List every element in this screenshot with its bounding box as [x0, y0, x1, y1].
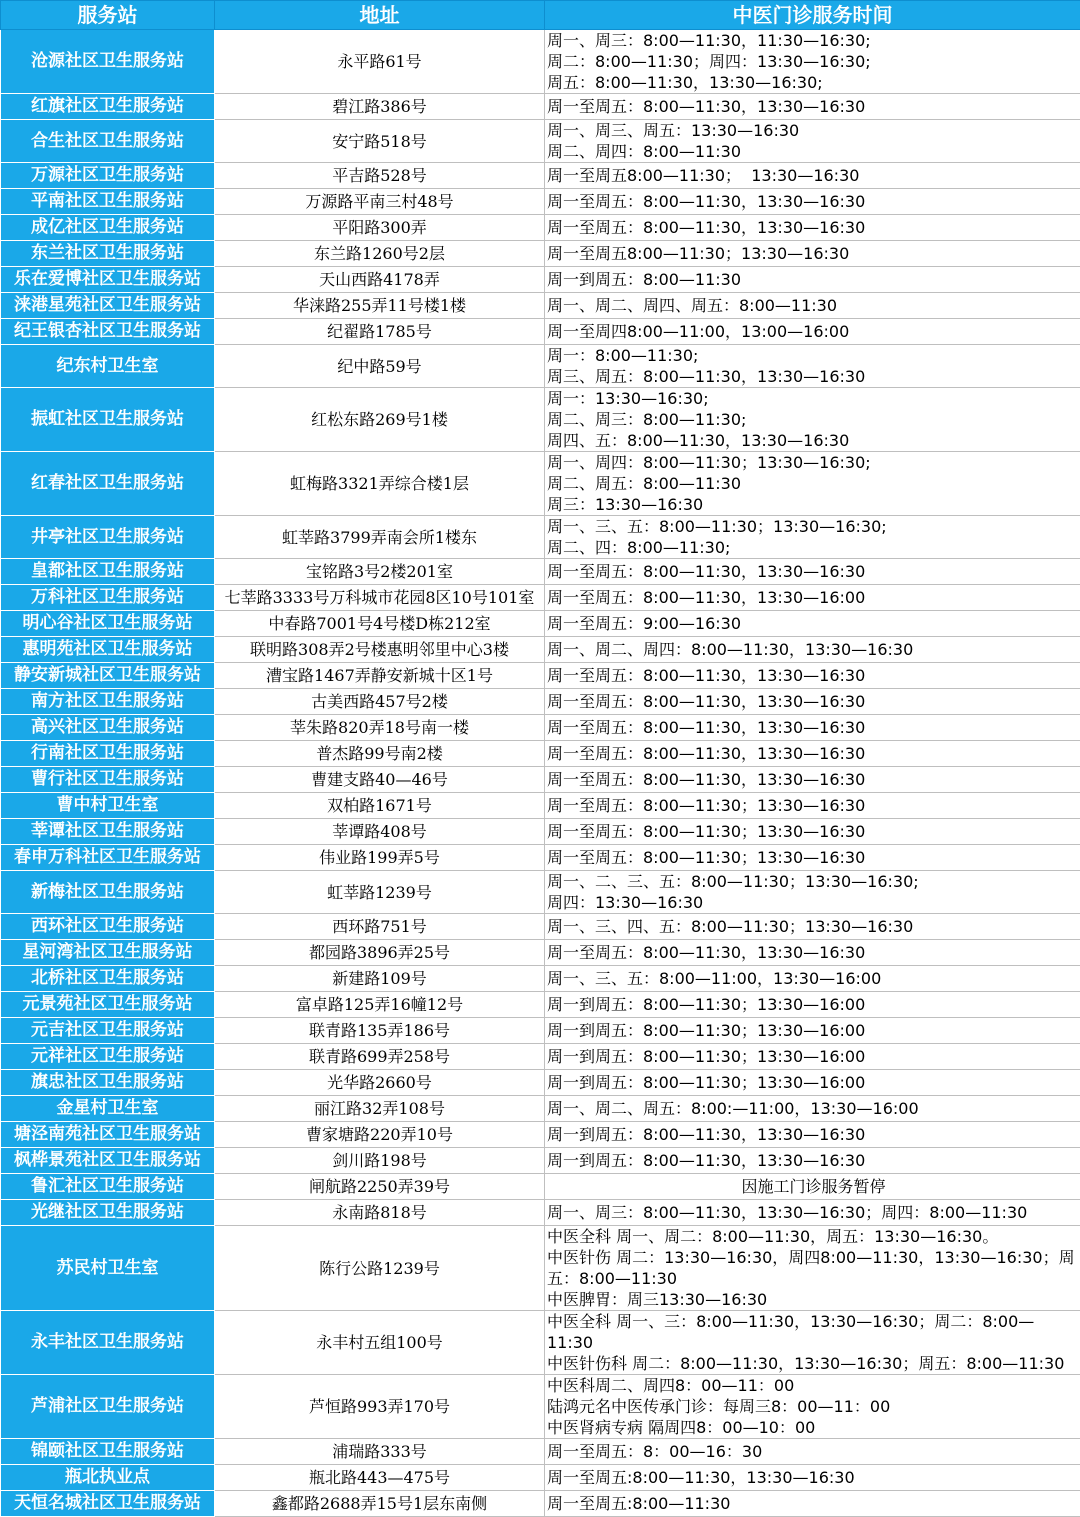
- service-hours-line: 周一至周五8:00—11:30； 13:30—16:30: [547, 165, 1080, 186]
- service-hours: [545, 819, 1080, 845]
- service-hours-line: 周一、周二、周四：8:00—11:30，13:30—16:30: [547, 639, 1080, 660]
- service-hours: [545, 388, 1080, 452]
- station-address: 虹莘路1239号: [215, 871, 545, 914]
- service-hours-line: 周一到周五：8:00—11:30: [547, 269, 1080, 290]
- station-address: 瓶北路443—475号: [215, 1465, 545, 1491]
- table-row: [1, 793, 1080, 819]
- table-row: [1, 319, 1080, 345]
- station-address: 平阳路300弄: [215, 215, 545, 241]
- table-row: [1, 1174, 1080, 1200]
- service-hours: [545, 319, 1080, 345]
- service-hours-line: 周一至周五：8:00—11:30；13:30—16:30: [547, 795, 1080, 816]
- service-hours-line: 周一至周五：8:00—11:30，13:30—16:00: [547, 587, 1080, 608]
- station-address: 安宁路518号: [215, 120, 545, 163]
- service-hours: [545, 30, 1080, 94]
- station-name: 合生社区卫生服务站: [1, 120, 215, 163]
- service-hours: [545, 611, 1080, 637]
- station-name: 惠明苑社区卫生服务站: [1, 637, 215, 663]
- station-name: 平南社区卫生服务站: [1, 189, 215, 215]
- service-hours: [545, 845, 1080, 871]
- table-row: [1, 966, 1080, 992]
- service-hours-line: 周二、周五：8:00—11:30: [547, 473, 1080, 494]
- table-row: [1, 992, 1080, 1018]
- service-hours-line: 周一至周五：8:00—11:30；13:30—16:30: [547, 821, 1080, 842]
- station-name: 明心谷社区卫生服务站: [1, 611, 215, 637]
- station-address: 纪翟路1785号: [215, 319, 545, 345]
- station-name: 红春社区卫生服务站: [1, 452, 215, 516]
- station-address: 富卓路125弄16幢12号: [215, 992, 545, 1018]
- service-hours: [545, 241, 1080, 267]
- table-row: [1, 1439, 1080, 1465]
- station-name: 曹行社区卫生服务站: [1, 767, 215, 793]
- header-station: 服务站: [1, 1, 215, 30]
- service-hours-line: 周一到周五：8:00—11:30；13:30—16:00: [547, 1020, 1080, 1041]
- table-row: [1, 1044, 1080, 1070]
- station-name: 光继社区卫生服务站: [1, 1200, 215, 1226]
- station-address: 永南路818号: [215, 1200, 545, 1226]
- service-hours-line: 周一至周四8:00—11:00，13:00—16:00: [547, 321, 1080, 342]
- table-row: [1, 388, 1080, 452]
- service-hours-line: 周一至周五：8:00—11:30，13:30—16:30: [547, 191, 1080, 212]
- table-row: [1, 1311, 1080, 1375]
- service-hours: [545, 293, 1080, 319]
- service-hours-line: 周一、三、五：8:00—11:30；13:30—16:30;: [547, 516, 1080, 537]
- table-row: [1, 819, 1080, 845]
- station-address: 中春路7001号4号楼D栋212室: [215, 611, 545, 637]
- station-address: 万源路平南三村48号: [215, 189, 545, 215]
- service-hours-line: 周一：13:30—16:30;: [547, 388, 1080, 409]
- service-hours-line: 周三：13:30—16:30: [547, 494, 1080, 515]
- service-hours: [545, 637, 1080, 663]
- service-hours: [545, 215, 1080, 241]
- station-address: 宝铭路3号2楼201室: [215, 559, 545, 585]
- station-name: 南方社区卫生服务站: [1, 689, 215, 715]
- station-address: 漕宝路1467弄静安新城十区1号: [215, 663, 545, 689]
- service-hours: [545, 1122, 1080, 1148]
- station-name: 沧源社区卫生服务站: [1, 30, 215, 94]
- service-hours-line: 周二、周四：8:00—11:30: [547, 141, 1080, 162]
- station-address: 剑川路198号: [215, 1148, 545, 1174]
- table-row: [1, 940, 1080, 966]
- station-name: 万源社区卫生服务站: [1, 163, 215, 189]
- station-address: 永丰村五组100号: [215, 1311, 545, 1375]
- station-address: 联青路699弄258号: [215, 1044, 545, 1070]
- service-hours: [545, 452, 1080, 516]
- station-address: 虹莘路3799弄南会所1楼东: [215, 516, 545, 559]
- service-hours-line: 周一、周三：8:00—11:30，11:30—16:30;: [547, 30, 1080, 51]
- table-row: [1, 163, 1080, 189]
- table-row: [1, 1375, 1080, 1439]
- station-name: 涞港星苑社区卫生服务站: [1, 293, 215, 319]
- station-name: 锦颐社区卫生服务站: [1, 1439, 215, 1465]
- service-hours-line: 中医肾病专病 隔周四8：00—10：00: [547, 1417, 1080, 1438]
- station-name: 瓶北执业点: [1, 1465, 215, 1491]
- service-hours-line: 中医针伤科 周二：8:00—11:30，13:30—16:30；周五：8:00—11:30: [547, 1353, 1080, 1374]
- station-address: 虹梅路3321弄综合楼1层: [215, 452, 545, 516]
- table-row: [1, 715, 1080, 741]
- service-hours: [545, 345, 1080, 388]
- service-hours-line: 周一、三、五：8:00—11:00，13:30—16:00: [547, 968, 1080, 989]
- service-hours: [545, 992, 1080, 1018]
- table-row: [1, 767, 1080, 793]
- service-hours-line: 周一、周四：8:00—11:30；13:30—16:30;: [547, 452, 1080, 473]
- station-address: 浦瑞路333号: [215, 1439, 545, 1465]
- service-hours: [545, 966, 1080, 992]
- service-hours-line: 周二：8:00—11:30；周四：13:30—16:30;: [547, 51, 1080, 72]
- station-address: 丽江路32弄108号: [215, 1096, 545, 1122]
- service-hours-line: 中医全科 周一、三：8:00—11:30，13:30—16:30；周二：8:00—11:30: [547, 1311, 1080, 1353]
- service-hours: [545, 1311, 1080, 1375]
- station-name: 东兰社区卫生服务站: [1, 241, 215, 267]
- station-address: 曹家塘路220弄10号: [215, 1122, 545, 1148]
- table-row: [1, 914, 1080, 940]
- service-hours: [545, 715, 1080, 741]
- station-address: 双柏路1671号: [215, 793, 545, 819]
- service-hours-line: 周一至周五：8:00—11:30，13:30—16:30: [547, 561, 1080, 582]
- station-address: 曹建支路40—46号: [215, 767, 545, 793]
- service-hours-line: 周一至周五：9:00—16:30: [547, 613, 1080, 634]
- service-hours-line: 周一至周五：8:00—11:30，13:30—16:30: [547, 96, 1080, 117]
- service-hours-line: 陆鸿元名中医传承门诊：每周三8：00—11：00: [547, 1396, 1080, 1417]
- service-hours: [545, 1148, 1080, 1174]
- station-address: 东兰路1260号2层: [215, 241, 545, 267]
- service-hours: [545, 1018, 1080, 1044]
- station-address: 闸航路2250弄39号: [215, 1174, 545, 1200]
- service-hours-line: 周一、二、三、五：8:00—11:30；13:30—16:30;: [547, 871, 1080, 892]
- service-hours-line: 中医脾胃：周三13:30—16:30: [547, 1289, 1080, 1310]
- service-hours-line: 周一至周五：8:00—11:30，13:30—16:30: [547, 769, 1080, 790]
- station-name: 曹中村卫生室: [1, 793, 215, 819]
- service-hours-line: 周五：8:00—11:30，13:30—16:30;: [547, 72, 1080, 93]
- station-name: 万科社区卫生服务站: [1, 585, 215, 611]
- service-hours-line: 因施工门诊服务暂停: [547, 1176, 1080, 1197]
- station-name: 纪王银杏社区卫生服务站: [1, 319, 215, 345]
- service-hours: [545, 940, 1080, 966]
- station-address: 七莘路3333号万科城市花园8区10号101室: [215, 585, 545, 611]
- service-hours-line: 周一到周五：8:00—11:30；13:30—16:00: [547, 1072, 1080, 1093]
- table-row: [1, 1148, 1080, 1174]
- table-row: [1, 1096, 1080, 1122]
- station-name: 高兴社区卫生服务站: [1, 715, 215, 741]
- service-hours: [545, 585, 1080, 611]
- station-name: 红旗社区卫生服务站: [1, 94, 215, 120]
- station-address: 鑫都路2688弄15号1层东南侧: [215, 1491, 545, 1517]
- station-name: 井亭社区卫生服务站: [1, 516, 215, 559]
- service-hours: [545, 1174, 1080, 1200]
- station-address: 天山西路4178弄: [215, 267, 545, 293]
- table-row: [1, 30, 1080, 94]
- station-name: 天恒名城社区卫生服务站: [1, 1491, 215, 1517]
- service-hours-line: 周二、周三：8:00—11:30;: [547, 409, 1080, 430]
- service-hours: [545, 741, 1080, 767]
- service-hours-line: 周一至周五:8:00—11:30，13:30—16:30: [547, 1467, 1080, 1488]
- station-address: 新建路109号: [215, 966, 545, 992]
- station-name: 元吉社区卫生服务站: [1, 1018, 215, 1044]
- service-hours-line: 中医全科 周一、周二：8:00—11:30，周五：13:30—16:30。: [547, 1226, 1080, 1247]
- station-name: 鲁汇社区卫生服务站: [1, 1174, 215, 1200]
- service-hours: [545, 663, 1080, 689]
- service-hours: [545, 1465, 1080, 1491]
- service-hours-line: 周一至周五：8:00—11:30；13:30—16:30: [547, 847, 1080, 868]
- station-name: 西环社区卫生服务站: [1, 914, 215, 940]
- header-hours: 中医门诊服务时间: [545, 1, 1080, 30]
- service-hours: [545, 767, 1080, 793]
- service-hours-line: 周一、周三：8:00—11:30，13:30—16:30；周四：8:00—11:30: [547, 1202, 1080, 1223]
- station-name: 春申万科社区卫生服务站: [1, 845, 215, 871]
- table-row: [1, 741, 1080, 767]
- table-row: [1, 267, 1080, 293]
- station-name: 苏民村卫生室: [1, 1226, 215, 1311]
- station-name: 成亿社区卫生服务站: [1, 215, 215, 241]
- service-hours-line: 周一、周二、周五：8:00:—11:00，13:30—16:00: [547, 1098, 1080, 1119]
- station-name: 枫桦景苑社区卫生服务站: [1, 1148, 215, 1174]
- station-address: 陈行公路1239号: [215, 1226, 545, 1311]
- station-name: 元祥社区卫生服务站: [1, 1044, 215, 1070]
- service-hours: [545, 871, 1080, 914]
- table-row: [1, 452, 1080, 516]
- table-row: [1, 94, 1080, 120]
- station-address: 普杰路99号南2楼: [215, 741, 545, 767]
- table-row: [1, 120, 1080, 163]
- station-name: 皇都社区卫生服务站: [1, 559, 215, 585]
- service-hours: [545, 1375, 1080, 1439]
- service-hours-line: 周三、周五：8:00—11:30，13:30—16:30: [547, 366, 1080, 387]
- station-name: 星河湾社区卫生服务站: [1, 940, 215, 966]
- station-name: 行南社区卫生服务站: [1, 741, 215, 767]
- table-row: [1, 1200, 1080, 1226]
- service-hours-line: 周一到周五：8:00—11:30，13:30—16:30: [547, 1150, 1080, 1171]
- service-hours: [545, 559, 1080, 585]
- station-name: 莘谭社区卫生服务站: [1, 819, 215, 845]
- station-name: 元景苑社区卫生服务站: [1, 992, 215, 1018]
- service-hours-line: 周一到周五：8:00—11:30，13:30—16:30: [547, 1124, 1080, 1145]
- table-row: [1, 611, 1080, 637]
- table-row: [1, 1226, 1080, 1311]
- table-row: [1, 663, 1080, 689]
- service-hours: [545, 120, 1080, 163]
- service-hours-line: 中医针伤 周二：13:30—16:30，周四8:00—11:30，13:30—16:30；周五：8:00—11:30: [547, 1247, 1080, 1289]
- station-address: 伟业路199弄5号: [215, 845, 545, 871]
- service-hours: [545, 1439, 1080, 1465]
- station-name: 金星村卫生室: [1, 1096, 215, 1122]
- table-row: [1, 1070, 1080, 1096]
- service-hours-line: 周一至周五：8:00—11:30，13:30—16:30: [547, 743, 1080, 764]
- table-row: [1, 215, 1080, 241]
- service-hours-line: 周一至周五:8:00—11:30: [547, 1493, 1080, 1514]
- station-address: 莘朱路820弄18号南一楼: [215, 715, 545, 741]
- service-hours-line: 周一至周五8:00—11:30；13:30—16:30: [547, 243, 1080, 264]
- station-address: 永平路61号: [215, 30, 545, 94]
- station-name: 北桥社区卫生服务站: [1, 966, 215, 992]
- service-hours-line: 周一、周三、周五：13:30—16:30: [547, 120, 1080, 141]
- service-hours: [545, 689, 1080, 715]
- station-address: 纪中路59号: [215, 345, 545, 388]
- table-row: [1, 559, 1080, 585]
- station-name: 永丰社区卫生服务站: [1, 1311, 215, 1375]
- service-hours: [545, 1096, 1080, 1122]
- station-name: 新梅社区卫生服务站: [1, 871, 215, 914]
- station-address: 芦恒路993弄170号: [215, 1375, 545, 1439]
- service-hours-line: 周四：13:30—16:30: [547, 892, 1080, 913]
- table-row: [1, 585, 1080, 611]
- table-row: [1, 345, 1080, 388]
- service-hours: [545, 516, 1080, 559]
- table-row: [1, 293, 1080, 319]
- table-row: [1, 1491, 1080, 1517]
- service-hours-line: 周一至周五：8:00—11:30，13:30—16:30: [547, 942, 1080, 963]
- table-row: [1, 845, 1080, 871]
- service-hours: [545, 914, 1080, 940]
- table-row: [1, 637, 1080, 663]
- service-hours-line: 周一至周五：8:00—11:30，13:30—16:30: [547, 691, 1080, 712]
- station-address: 平吉路528号: [215, 163, 545, 189]
- table-body: [1, 30, 1080, 1517]
- service-hours-line: 周一至周五：8:00—11:30，13:30—16:30: [547, 717, 1080, 738]
- service-hours: [545, 1491, 1080, 1517]
- service-hours-line: 周一、周二、周四、周五：8:00—11:30: [547, 295, 1080, 316]
- service-hours: [545, 1200, 1080, 1226]
- service-hours-line: 周一至周五：8:00—11:30，13:30—16:30: [547, 217, 1080, 238]
- station-name: 芦浦社区卫生服务站: [1, 1375, 215, 1439]
- table-row: [1, 1122, 1080, 1148]
- service-hours-line: 周一、三、四、五：8:00—11:30；13:30—16:30: [547, 916, 1080, 937]
- station-name: 纪东村卫生室: [1, 345, 215, 388]
- station-name: 静安新城社区卫生服务站: [1, 663, 215, 689]
- station-address: 莘谭路408号: [215, 819, 545, 845]
- service-hours-line: 周一至周五：8：00—16：30: [547, 1441, 1080, 1462]
- service-hours: [545, 189, 1080, 215]
- station-address: 西环路751号: [215, 914, 545, 940]
- service-hours: [545, 793, 1080, 819]
- service-hours-line: 周二、四：8:00—11:30;: [547, 537, 1080, 558]
- station-address: 联明路308弄2号楼惠明邻里中心3楼: [215, 637, 545, 663]
- service-hours: [545, 94, 1080, 120]
- service-hours-line: 周一至周五：8:00—11:30，13:30—16:30: [547, 665, 1080, 686]
- table-row: [1, 1018, 1080, 1044]
- station-address: 都园路3896弄25号: [215, 940, 545, 966]
- service-hours: [545, 163, 1080, 189]
- station-name: 塘泾南苑社区卫生服务站: [1, 1122, 215, 1148]
- header-row: [1, 1, 1080, 30]
- table-row: [1, 871, 1080, 914]
- station-name: 振虹社区卫生服务站: [1, 388, 215, 452]
- table-row: [1, 1465, 1080, 1491]
- station-address: 光华路2660号: [215, 1070, 545, 1096]
- service-hours-line: 周四、五：8:00—11:30，13:30—16:30: [547, 430, 1080, 451]
- service-hours-line: 周一：8:00—11:30;: [547, 345, 1080, 366]
- station-address: 华涞路255弄11号楼1楼: [215, 293, 545, 319]
- service-hours-line: 周一到周五：8:00—11:30；13:30—16:00: [547, 1046, 1080, 1067]
- service-hours: [545, 1070, 1080, 1096]
- service-hours: [545, 1044, 1080, 1070]
- table-row: [1, 189, 1080, 215]
- service-hours-line: 周一到周五：8:00—11:30；13:30—16:00: [547, 994, 1080, 1015]
- service-hours: [545, 267, 1080, 293]
- station-address: 红松东路269号1楼: [215, 388, 545, 452]
- station-name: 乐在爱博社区卫生服务站: [1, 267, 215, 293]
- station-address: 古美西路457号2楼: [215, 689, 545, 715]
- table-row: [1, 241, 1080, 267]
- station-address: 碧江路386号: [215, 94, 545, 120]
- service-hours: [545, 1226, 1080, 1311]
- table-row: [1, 516, 1080, 559]
- service-hours-line: 中医科周二、周四8：00—11：00: [547, 1375, 1080, 1396]
- table-row: [1, 689, 1080, 715]
- header-address: 地址: [215, 1, 545, 30]
- station-name: 旗忠社区卫生服务站: [1, 1070, 215, 1096]
- station-address: 联青路135弄186号: [215, 1018, 545, 1044]
